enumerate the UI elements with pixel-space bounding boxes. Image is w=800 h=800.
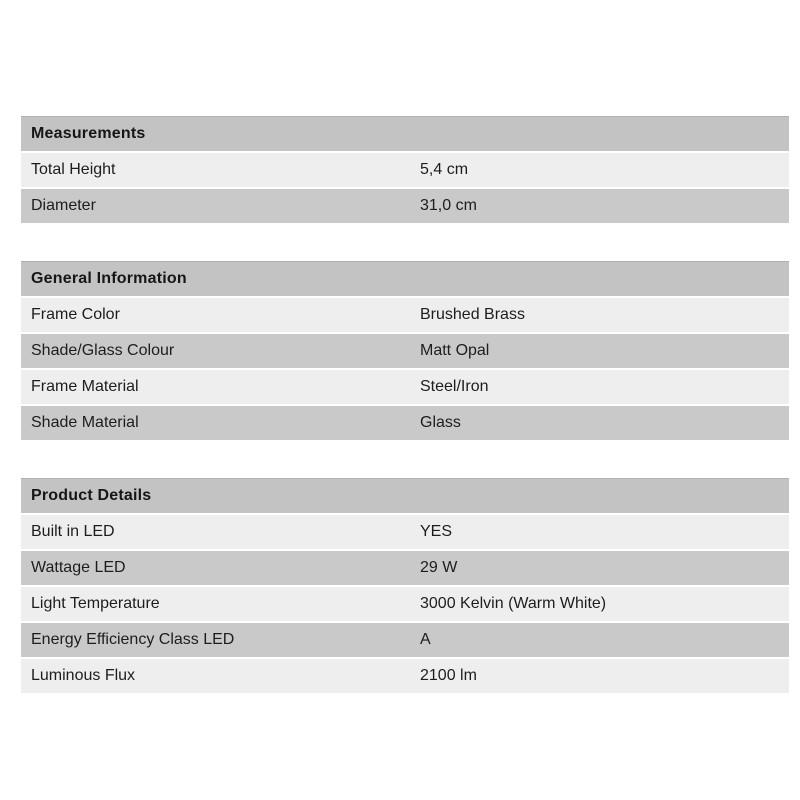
section-title: Product Details xyxy=(21,478,789,513)
spec-row xyxy=(21,334,789,368)
spec-section-product-details xyxy=(21,476,789,695)
spec-value: Steel/Iron xyxy=(420,370,789,404)
spec-row xyxy=(21,370,789,404)
spec-label: Luminous Flux xyxy=(21,659,420,693)
spec-value: 3000 Kelvin (Warm White) xyxy=(420,587,789,621)
spec-label: Built in LED xyxy=(21,515,420,549)
spec-value: 31,0 cm xyxy=(420,189,789,223)
spec-label: Energy Efficiency Class LED xyxy=(21,623,420,657)
section-title: General Information xyxy=(21,261,789,296)
spec-label: Shade/Glass Colour xyxy=(21,334,420,368)
section-header-row xyxy=(21,261,789,296)
spec-row xyxy=(21,189,789,223)
spec-value: 5,4 cm xyxy=(420,153,789,187)
spec-value: 2100 lm xyxy=(420,659,789,693)
section-header-row xyxy=(21,478,789,513)
spec-section-general-information xyxy=(21,259,789,442)
spec-value: Matt Opal xyxy=(420,334,789,368)
section-header-row xyxy=(21,116,789,151)
spec-label: Frame Material xyxy=(21,370,420,404)
spec-row xyxy=(21,623,789,657)
spec-section-measurements xyxy=(21,114,789,225)
product-specification xyxy=(21,114,789,729)
spec-label: Total Height xyxy=(21,153,420,187)
spec-label: Diameter xyxy=(21,189,420,223)
spec-label: Shade Material xyxy=(21,406,420,440)
spec-label: Light Temperature xyxy=(21,587,420,621)
spec-label: Wattage LED xyxy=(21,551,420,585)
spec-row xyxy=(21,153,789,187)
spec-row xyxy=(21,298,789,332)
section-title: Measurements xyxy=(21,116,789,151)
spec-row xyxy=(21,587,789,621)
spec-row xyxy=(21,659,789,693)
spec-row xyxy=(21,515,789,549)
spec-row xyxy=(21,406,789,440)
spec-row xyxy=(21,551,789,585)
spec-value: 29 W xyxy=(420,551,789,585)
spec-value: A xyxy=(420,623,789,657)
spec-value: Glass xyxy=(420,406,789,440)
spec-value: Brushed Brass xyxy=(420,298,789,332)
spec-label: Frame Color xyxy=(21,298,420,332)
spec-value: YES xyxy=(420,515,789,549)
